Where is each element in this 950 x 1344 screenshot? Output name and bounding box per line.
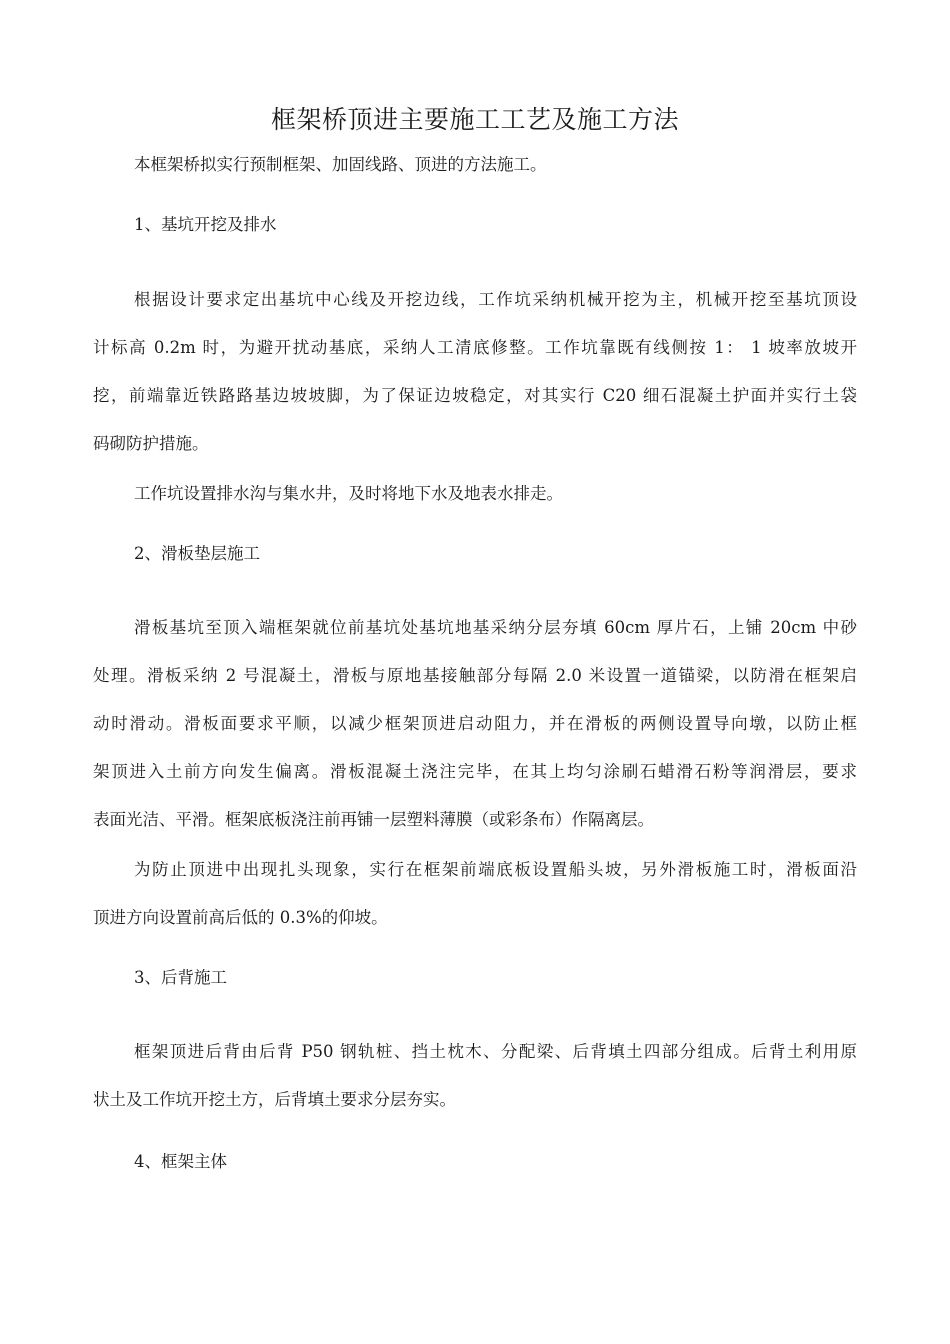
section-heading: 3、后背施工 bbox=[134, 968, 227, 987]
paragraph-line: 计标高 0.2m 时，为避开扰动基底，采纳人工清底修整。工作坑靠既有线侧按 1： 1 坡率放坡开 bbox=[93, 338, 857, 357]
paragraph-line: 处理。滑板采纳 2 号混凝土，滑板与原地基接触部分每隔 2.0 米设置一道锚梁，以防滑在框架启 bbox=[93, 666, 857, 685]
paragraph-line: 状土及工作坑开挖土方，后背填土要求分层夯实。 bbox=[93, 1090, 456, 1109]
paragraph-line: 滑板基坑至顶入端框架就位前基坑处基坑地基采纳分层夯填 60cm 厚片石，上铺 20cm 中砂 bbox=[134, 618, 857, 637]
paragraph-line: 挖，前端靠近铁路路基边坡坡脚，为了保证边坡稳定，对其实行 C20 细石混凝土护面并实行土袋 bbox=[93, 386, 857, 405]
paragraph-line: 根据设计要求定出基坑中心线及开挖边线，工作坑采纳机械开挖为主，机械开挖至基坑顶设 bbox=[134, 290, 857, 309]
paragraph-line: 码砌防护措施。 bbox=[93, 434, 209, 453]
intro-paragraph: 本框架桥拟实行预制框架、加固线路、顶进的方法施工。 bbox=[134, 155, 547, 174]
section-heading: 1、基坑开挖及排水 bbox=[134, 215, 277, 234]
section-heading: 2、滑板垫层施工 bbox=[134, 544, 260, 563]
paragraph-line: 为防止顶进中出现扎头现象，实行在框架前端底板设置船头坡，另外滑板施工时，滑板面沿 bbox=[134, 860, 857, 879]
paragraph-line: 架顶进入土前方向发生偏离。滑板混凝土浇注完毕，在其上均匀涂刷石蜡滑石粉等润滑层，要求 bbox=[93, 762, 857, 781]
paragraph-line: 动时滑动。滑板面要求平顺，以减少框架顶进启动阻力，并在滑板的两侧设置导向墩，以防止框 bbox=[93, 714, 857, 733]
document-title: 框架桥顶进主要施工工艺及施工方法 bbox=[270, 105, 679, 134]
paragraph-line: 框架顶进后背由后背 P50 钢轨桩、挡土枕木、分配梁、后背填土四部分组成。后背土利用原 bbox=[134, 1042, 857, 1061]
paragraph-line: 表面光洁、平滑。框架底板浇注前再铺一层塑料薄膜（或彩条布）作隔离层。 bbox=[93, 810, 654, 829]
paragraph-line: 顶进方向设置前高后低的 0.3%的仰坡。 bbox=[93, 908, 388, 927]
paragraph-line: 工作坑设置排水沟与集水井，及时将地下水及地表水排走。 bbox=[134, 484, 563, 503]
section-heading: 4、框架主体 bbox=[134, 1152, 227, 1171]
